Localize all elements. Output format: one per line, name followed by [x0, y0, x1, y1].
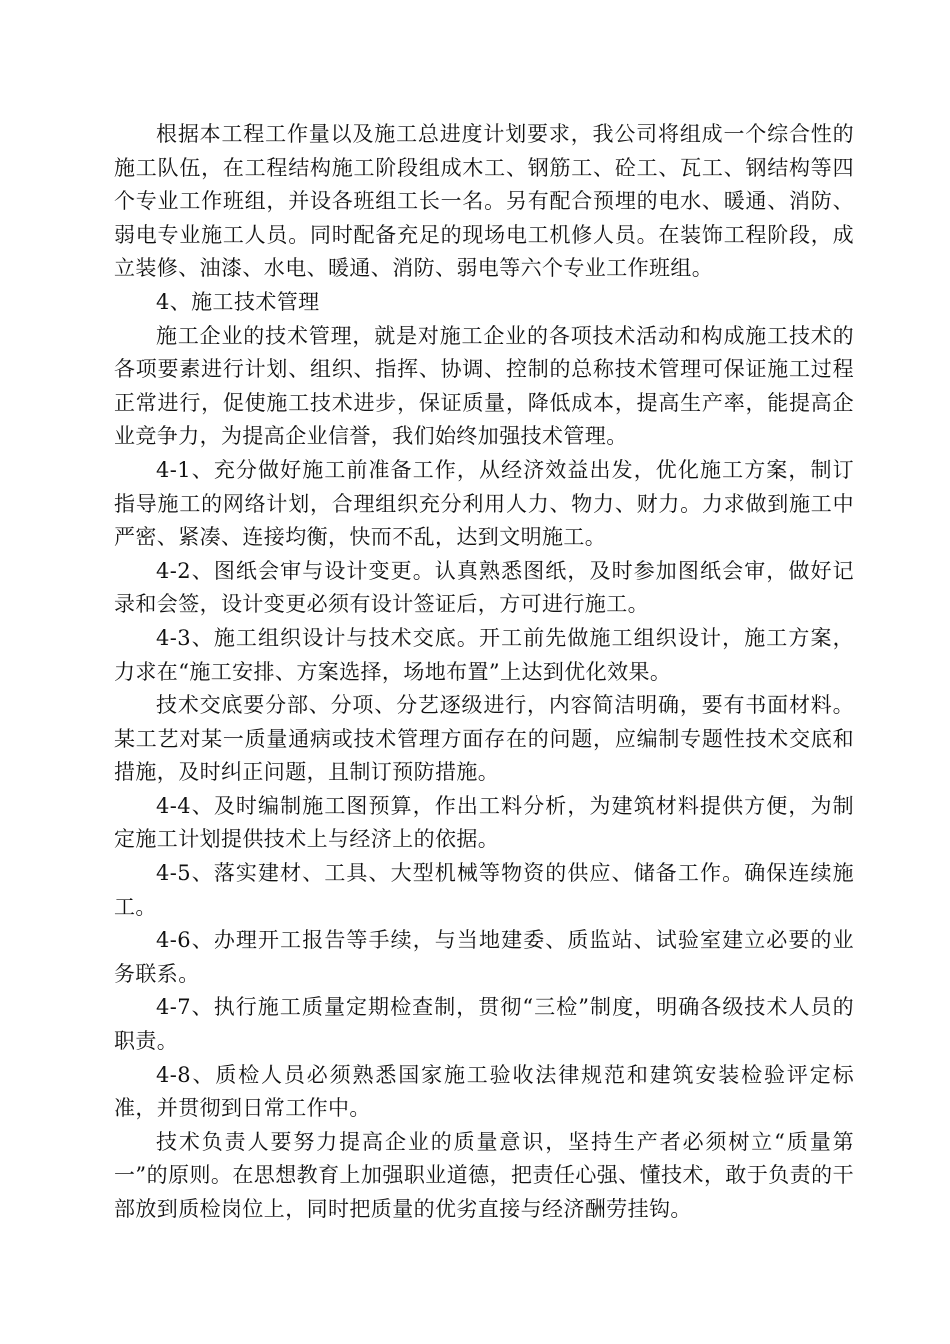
paragraph-item-4-1: 4-1、充分做好施工前准备工作，从经济效益出发，优化施工方案，制订指导施工的网络计划，合理组织充分利用人力、物力、财力。力求做到施工中严密、紧凑、连接均衡，快而不乱，达到文明施工。 — [114, 457, 854, 550]
paragraph-item-4-5: 4-5、落实建材、工具、大型机械等物资的供应、储备工作。确保连续施工。 — [114, 861, 854, 919]
paragraph-item-4-7: 4-7、执行施工质量定期检查制，贯彻“三检”制度，明确各级技术人员的职责。 — [114, 995, 854, 1054]
paragraph-item-4-8: 4-8、质检人员必须熟悉国家施工验收法律规范和建筑安装检验评定标准，并贯彻到日常工作中。 — [114, 1062, 854, 1121]
paragraph-item-4-2: 4-2、图纸会审与设计变更。认真熟悉图纸，及时参加图纸会审，做好记录和会签，设计变更必须有设计签证后，方可进行施工。 — [114, 558, 854, 617]
paragraph-team-organization: 根据本工程工作量以及施工总进度计划要求，我公司将组成一个综合性的施工队伍，在工程结构施工阶段组成木工、钢筋工、砼工、瓦工、钢结构等四个专业工作班组，并设各班组工长一名。另有配合预埋的电水、暖通、消防、弱电专业施工人员。同时配备充足的现场电工机修人员。在装饰工程阶段，成立装修、油漆、水电、暖通、消防、弱电等六个专业工作班组。 — [114, 122, 854, 281]
paragraph-technical-management-definition: 施工企业的技术管理，就是对施工企业的各项技术活动和构成施工技术的各项要素进行计划、组织、指挥、协调、控制的总称技术管理可保证施工过程正常进行，促使施工技术进步，保证质量，降低成本，提高生产率，能提高企业竞争力，为提高企业信誉，我们始终加强技术管理。 — [114, 323, 854, 449]
paragraph-technical-disclosure: 技术交底要分部、分项、分艺逐级进行，内容简洁明确，要有书面材料。某工艺对某一质量通病或技术管理方面存在的问题，应编制专题性技术交底和措施，及时纠正问题，且制订预防措施。 — [114, 693, 854, 785]
paragraph-quality-awareness: 技术负责人要努力提高企业的质量意识，坚持生产者必须树立“质量第一”的原则。在思想教育上加强职业道德，把责任心强、懂技术，敢于负责的干部放到质检岗位上，同时把质量的优劣直接与经济酬劳挂钩。 — [114, 1129, 854, 1221]
document-page — [114, 118, 854, 1227]
section-heading-technical-management: 4、施工技术管理 — [156, 289, 320, 314]
paragraph-item-4-3: 4-3、施工组织设计与技术交底。开工前先做施工组织设计，施工方案，力求在“施工安排、方案选择，场地布置”上达到优化效果。 — [114, 625, 854, 684]
paragraph-item-4-4: 4-4、及时编制施工图预算，作出工料分析，为建筑材料提供方便，为制定施工计划提供技术上与经济上的依据。 — [114, 793, 854, 852]
paragraph-item-4-6: 4-6、办理开工报告等手续，与当地建委、质监站、试验室建立必要的业务联系。 — [114, 928, 854, 986]
